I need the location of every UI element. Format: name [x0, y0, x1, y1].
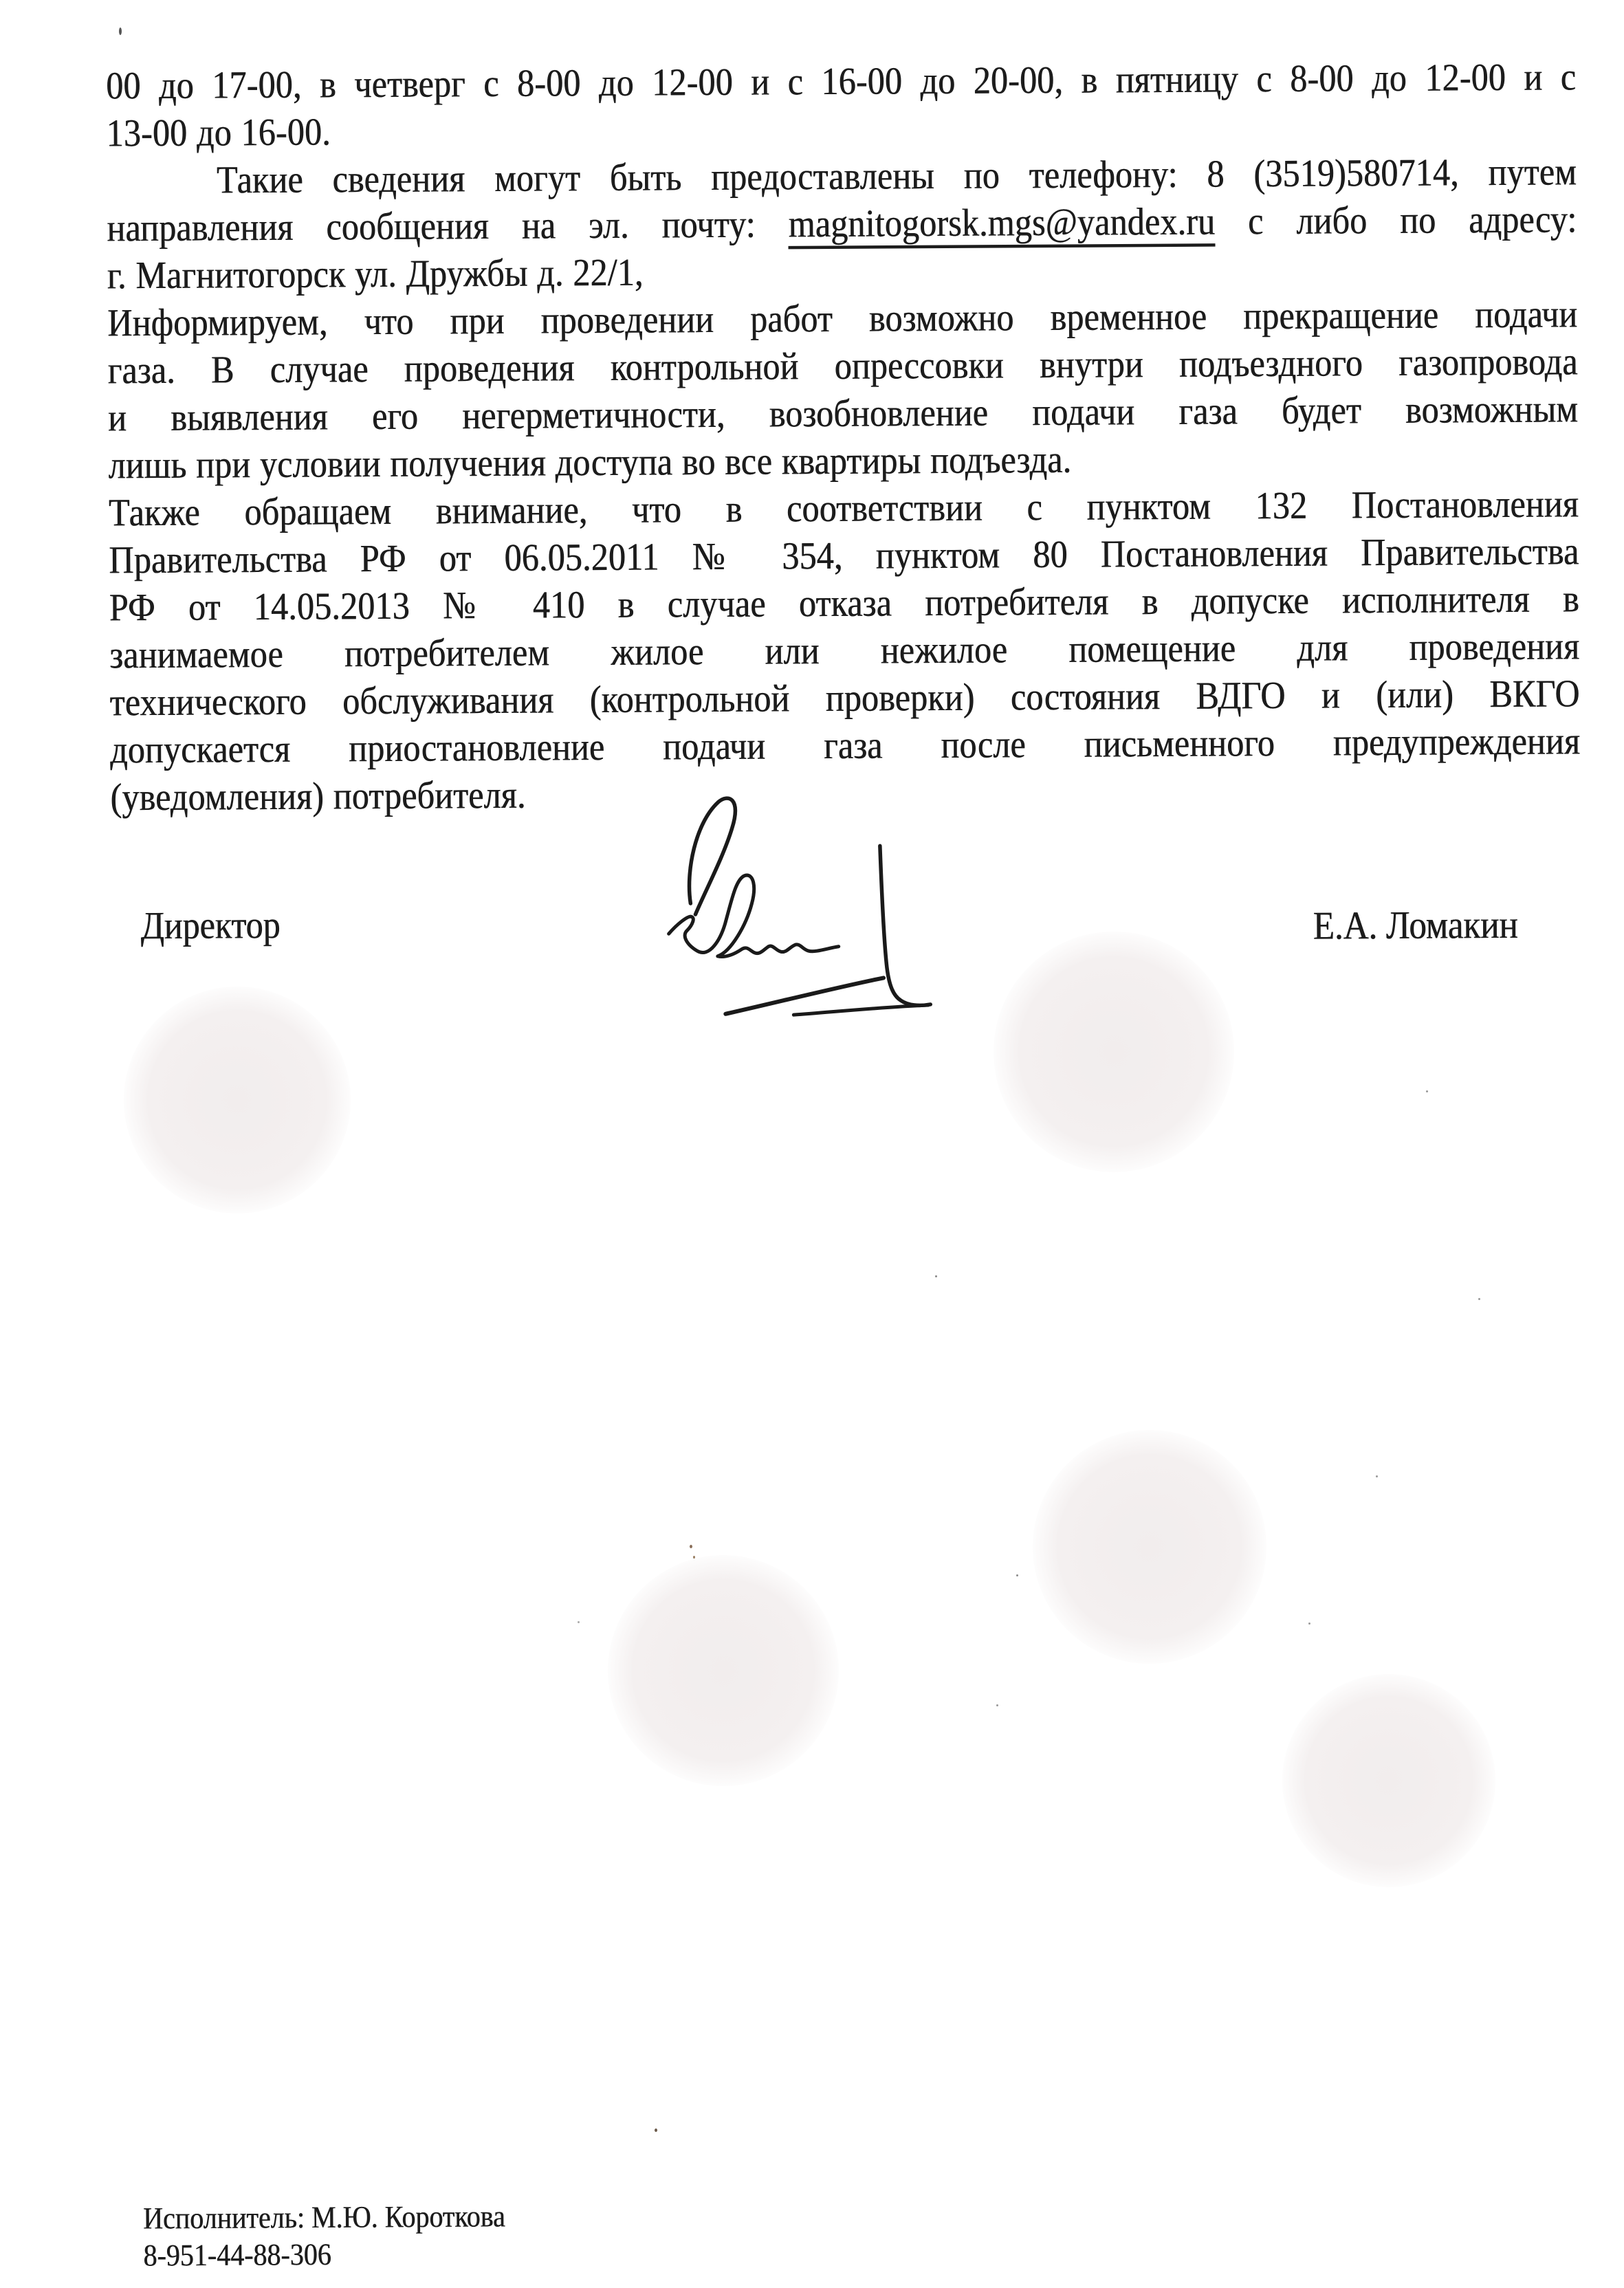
executor-name: Исполнитель: М.Ю. Короткова — [142, 2199, 505, 2236]
body-line: Также обращаем внимание, что в соответствии с пунктом 132 Постановления — [108, 481, 1579, 534]
signature-stroke — [668, 874, 839, 957]
body-line: лишь при условии получения доступа во все квартиры подъезда. — [108, 437, 1072, 487]
body-line: г. Магнитогорск ул. Дружбы д. 22/1, — [107, 250, 644, 297]
body-line: занимаемое потребителем жилое или нежилое помещение для проведения — [109, 624, 1580, 676]
email-line-prefix: направления сообщения на эл. почту: — [107, 201, 789, 250]
body-line: (уведомления) потребителя. — [110, 772, 526, 819]
body-line: РФ от 14.05.2013 № 410 в случае отказа потребителя в допуске исполнителя в — [109, 576, 1579, 629]
body-line: газа. В случае проведения контрольной опрессовки внутри подъездного газопровода — [107, 339, 1578, 392]
signature-stroke — [689, 798, 736, 914]
signature-role-label: Директор — [140, 903, 281, 947]
body-line: Правительства РФ от 06.05.2011 № 354, пунктом 80 Постановления Правительства — [109, 529, 1579, 582]
executor-phone: 8-951-44-88-306 — [143, 2236, 331, 2273]
letter-body — [106, 53, 1581, 821]
signatory-name: Е.А. Ломакин — [1313, 903, 1518, 949]
email-address: magnitogorsk.mgs@yandex.ru — [788, 199, 1215, 250]
signature-stroke — [880, 846, 930, 1006]
body-line: Такие сведения могут быть предоставлены по телефону: 8 (3519)580714, путем — [216, 149, 1577, 201]
signature-stroke — [793, 1005, 928, 1015]
body-line: 00 до 17-00, в четверг с 8-00 до 12-00 и с 16-00 до 20-00, в пятницу с 8-00 до 12-00 и с — [105, 54, 1577, 107]
email-line-suffix: с либо по адресу: — [1214, 197, 1577, 243]
director-signature — [657, 780, 947, 1030]
body-line: и выявления его негерметичности, возобновление подачи газа будет возможным — [107, 386, 1579, 439]
body-line: технического обслуживания (контрольной проверки) состояния ВДГО и (или) ВКГО — [109, 671, 1580, 724]
body-line: Информируем, что при проведении работ возможно временное прекращение подачи — [107, 292, 1578, 344]
body-line: 13-00 до 16-00. — [106, 109, 331, 155]
body-line: допускается приостановление подачи газа после письменного предупреждения — [109, 718, 1581, 771]
